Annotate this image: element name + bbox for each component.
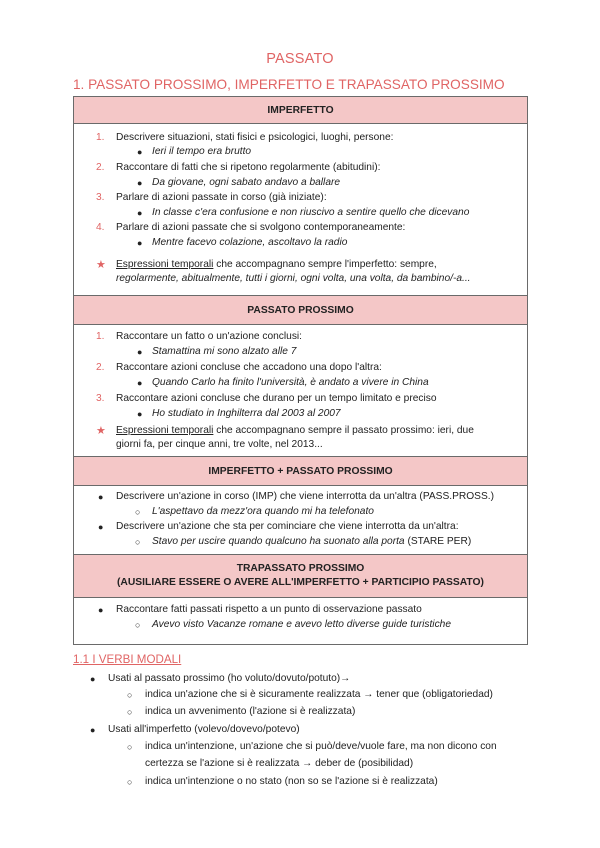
grammar-table bbox=[73, 96, 528, 645]
note-line bbox=[116, 258, 437, 272]
imperfetto-header bbox=[74, 97, 527, 124]
list-item: indica un'intenzione, un'azione che si può/deve/vuole fare, ma non dicono con bbox=[145, 741, 497, 752]
imp-pp-header-text: IMPERFETTO + PASSATO PROSSIMO bbox=[208, 465, 393, 477]
note-rest: che accompagnano sempre il passato prossimo: ieri, due bbox=[213, 425, 474, 436]
example-text: Quando Carlo ha finito l'università, è andato a vivere in China bbox=[152, 377, 429, 388]
example-text: Stamattina mi sono alzato alle 7 bbox=[152, 346, 297, 357]
list-item: Raccontare azioni concluse che accadono una dopo l'altra: bbox=[116, 362, 382, 373]
bullet-icon: ● bbox=[98, 605, 104, 615]
list-item: Usati al passato prossimo (ho voluto/dovuto/potuto)→ bbox=[108, 673, 351, 684]
bullet-icon: ● bbox=[137, 378, 143, 388]
example-line bbox=[152, 505, 374, 519]
circle-bullet-icon: ○ bbox=[135, 620, 141, 630]
bullet-icon: ● bbox=[98, 492, 104, 502]
imperfetto-header-text: IMPERFETTO bbox=[267, 104, 334, 116]
example-text: Mentre facevo colazione, ascoltavo la radio bbox=[152, 237, 348, 248]
note-line-2: regolarmente, abitualmente, tutti i giorni, ogni volta, una volta, da bambino/-a... bbox=[116, 273, 471, 284]
list-item: indica un'intenzione o no stato (non so se l'azione si è realizzata) bbox=[145, 776, 438, 787]
bullet-icon: ● bbox=[137, 238, 143, 248]
note-label: Espressioni temporali bbox=[116, 259, 214, 270]
circle-bullet-icon: ○ bbox=[127, 777, 133, 787]
note-line bbox=[116, 424, 474, 438]
bullet-icon: ● bbox=[137, 208, 143, 218]
imp-pp-header bbox=[74, 457, 527, 486]
imperfetto-body bbox=[74, 124, 527, 296]
item-number: 1. bbox=[96, 331, 105, 342]
circle-bullet-icon: ○ bbox=[135, 507, 141, 517]
list-item: Parlare di azioni passate che si svolgono contemporaneamente: bbox=[116, 222, 406, 233]
list-item: Parlare di azioni passate in corso (già iniziate): bbox=[116, 192, 327, 203]
list-item: Raccontare un fatto o un'azione conclusi: bbox=[116, 331, 303, 342]
example-text: Da giovane, ogni sabato andavo a ballare bbox=[152, 177, 341, 188]
list-item: indica un avvenimento (l'azione si è realizzata) bbox=[145, 706, 356, 717]
item-number: 3. bbox=[96, 393, 105, 404]
passato-prossimo-header bbox=[74, 296, 527, 325]
example-text: L'aspettavo da mezz'ora quando mi ha telefonato bbox=[152, 506, 374, 517]
item-number: 1. bbox=[96, 132, 105, 143]
list-item-continuation: certezza se l'azione si è realizzata → deber de (posibilidad) bbox=[145, 758, 414, 769]
example-line bbox=[152, 535, 471, 549]
section-1-1-heading: 1.1 I VERBI MODALI bbox=[73, 653, 182, 666]
trapassato-body bbox=[74, 598, 527, 644]
bullet-icon: ● bbox=[137, 347, 143, 357]
trapassato-header bbox=[74, 555, 527, 598]
circle-bullet-icon: ○ bbox=[127, 742, 133, 752]
note-rest: che accompagnano sempre l'imperfetto: sempre, bbox=[213, 259, 437, 270]
trapassato-header-line2: (AUSILIARE ESSERE O AVERE ALL'IMPERFETTO + PARTICIPIO PASSATO) bbox=[117, 577, 484, 588]
bullet-icon: ● bbox=[90, 725, 96, 735]
section-1-heading: 1. PASSATO PROSSIMO, IMPERFETTO E TRAPASSATO PROSSIMO bbox=[73, 77, 505, 92]
item-number: 4. bbox=[96, 222, 105, 233]
list-item: indica un'azione che si è sicuramente realizzata → tener que (obligatoriedad) bbox=[145, 689, 493, 700]
item-number: 3. bbox=[96, 192, 105, 203]
circle-bullet-icon: ○ bbox=[135, 537, 141, 547]
list-item: Usati all'imperfetto (volevo/dovevo/potevo) bbox=[108, 724, 300, 735]
bullet-icon: ● bbox=[137, 409, 143, 419]
passato-prossimo-body bbox=[74, 325, 527, 457]
list-item: Descrivere situazioni, stati fisici e psicologici, luoghi, persone: bbox=[116, 132, 394, 143]
list-item: Raccontare azioni concluse che durano per un tempo limitato e preciso bbox=[116, 393, 437, 404]
note-label: Espressioni temporali bbox=[116, 425, 214, 436]
list-item: Descrivere un'azione in corso (IMP) che viene interrotta da un'altra (PASS.PROSS.) bbox=[116, 491, 494, 502]
list-item: Descrivere un'azione che sta per cominciare che viene interrotta da un'altra: bbox=[116, 521, 459, 532]
item-number: 2. bbox=[96, 162, 105, 173]
page-title: PASSATO bbox=[266, 51, 334, 67]
list-item: Raccontare fatti passati rispetto a un punto di osservazione passato bbox=[116, 604, 422, 615]
bullet-icon: ● bbox=[98, 522, 104, 532]
trapassato-header-line1: TRAPASSATO PROSSIMO bbox=[236, 563, 365, 574]
example-text: Ieri il tempo era brutto bbox=[152, 146, 252, 157]
example-text: In classe c'era confusione e non riuscivo a sentire quello che dicevano bbox=[152, 207, 470, 218]
example-suffix: (STARE PER) bbox=[404, 536, 472, 547]
passato-prossimo-header-text: PASSATO PROSSIMO bbox=[247, 304, 354, 316]
circle-bullet-icon: ○ bbox=[127, 707, 133, 717]
item-number: 2. bbox=[96, 362, 105, 373]
list-item: Raccontare di fatti che si ripetono regolarmente (abitudini): bbox=[116, 162, 381, 173]
star-icon: ★ bbox=[96, 425, 106, 437]
bullet-icon: ● bbox=[137, 147, 143, 157]
example-text: Stavo per uscire quando qualcuno ha suonato alla porta bbox=[152, 536, 405, 547]
note-line-2: giorni fa, per cinque anni, tre volte, nel 2013... bbox=[116, 439, 323, 450]
circle-bullet-icon: ○ bbox=[127, 690, 133, 700]
bullet-icon: ● bbox=[137, 178, 143, 188]
bullet-icon: ● bbox=[90, 674, 96, 684]
star-icon: ★ bbox=[96, 259, 106, 271]
example-text: Avevo visto Vacanze romane e avevo letto diverse guide turistiche bbox=[152, 619, 451, 630]
example-text: Ho studiato in Inghilterra dal 2003 al 2007 bbox=[152, 408, 341, 419]
imp-pp-body bbox=[74, 486, 527, 555]
